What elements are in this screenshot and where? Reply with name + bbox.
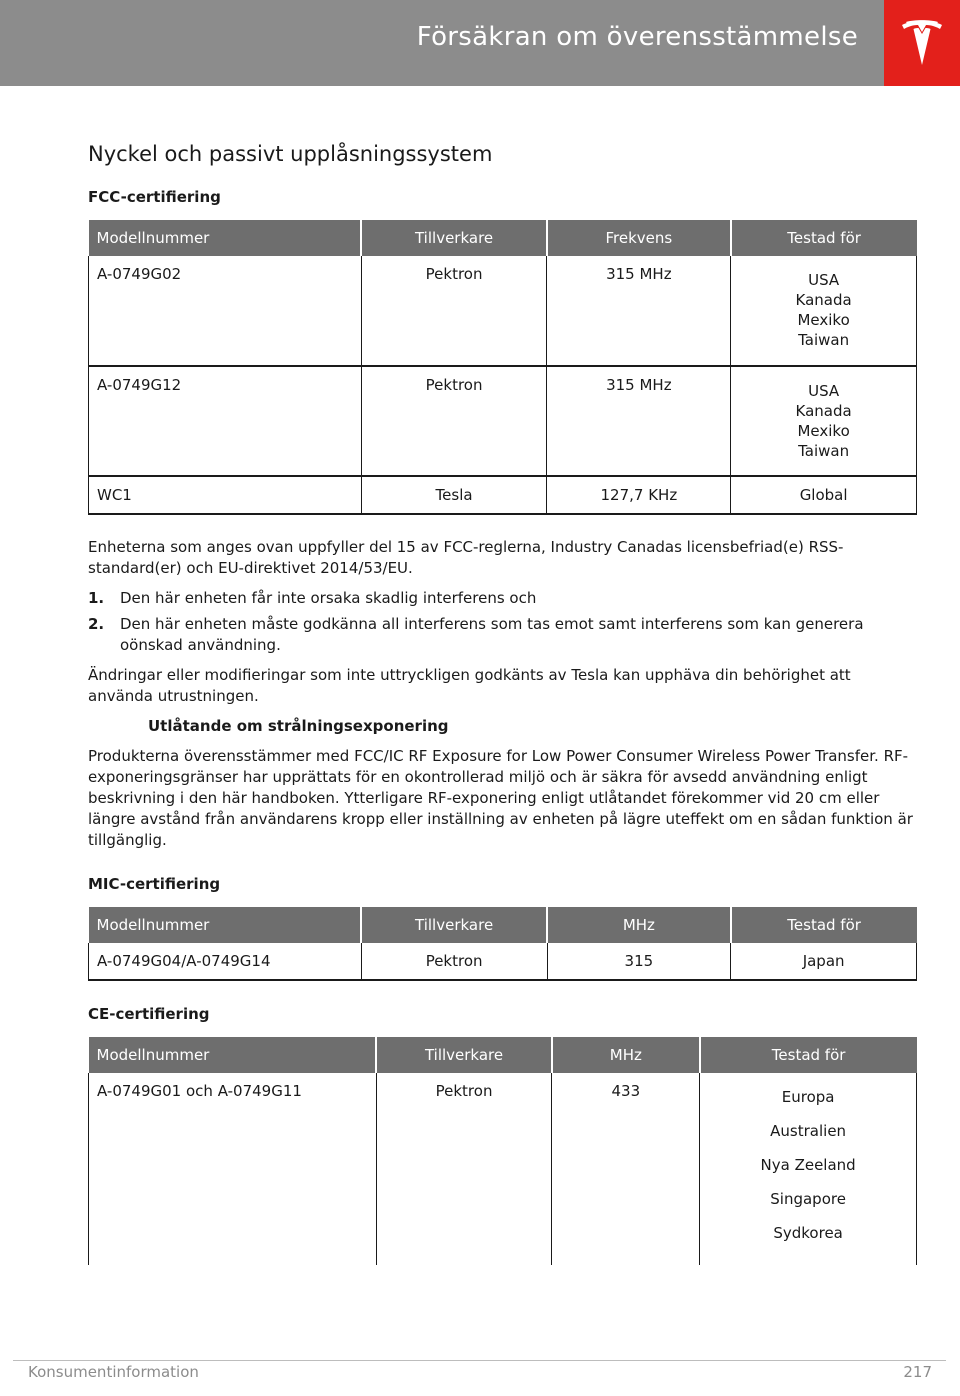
country: Kanada	[795, 291, 852, 309]
table-row	[89, 943, 917, 980]
country: Taiwan	[798, 442, 850, 460]
mic-header-tested: Testad för	[731, 907, 917, 943]
cell-maker: Pektron	[361, 943, 547, 980]
cell-freq: 315 MHz	[547, 256, 731, 366]
cell-tested	[731, 256, 917, 366]
cell-tested	[731, 366, 917, 476]
header-band	[0, 0, 960, 86]
cell-freq: 315 MHz	[547, 366, 731, 476]
page-header-title: Försäkran om överensstämmelse	[416, 22, 858, 52]
table-row	[89, 1073, 917, 1265]
condition-list	[88, 588, 917, 656]
country: USA	[808, 382, 840, 400]
ce-header-tested: Testad för	[700, 1037, 917, 1073]
cell-model: A-0749G01 och A-0749G11	[89, 1073, 377, 1265]
mic-header-row	[89, 907, 917, 943]
list-number: 1.	[88, 589, 105, 607]
compliance-paragraph: Enheterna som anges ovan uppfyller del 15 av FCC-reglerna, Industry Canadas licensbefriad(e) RSS-standard(er) och EU-direktivet 2014/53/EU.	[88, 538, 844, 577]
cell-model: A-0749G12	[89, 366, 362, 476]
ce-heading: CE-certifiering	[88, 1005, 210, 1023]
country: Mexiko	[797, 422, 850, 440]
page-content	[88, 142, 917, 1265]
cell-maker: Tesla	[361, 476, 547, 514]
mic-header-maker: Tillverkare	[361, 907, 547, 943]
cell-freq: 433	[552, 1073, 700, 1265]
ce-header-maker: Tillverkare	[376, 1037, 552, 1073]
cell-freq: 127,7 KHz	[547, 476, 731, 514]
rf-exposure-heading: Utlåtande om strålningsexponering	[148, 717, 449, 735]
table-row	[89, 476, 917, 514]
list-number: 2.	[88, 615, 105, 633]
country: Kanada	[795, 402, 852, 420]
page-number: 217	[903, 1363, 932, 1381]
fcc-header-row	[89, 220, 917, 256]
tesla-t-logo-icon	[900, 19, 944, 67]
fcc-header-model: Modellnummer	[89, 220, 362, 256]
footer-section-label: Konsumentinformation	[28, 1363, 199, 1381]
mic-table	[88, 907, 917, 981]
fcc-heading: FCC-certifiering	[88, 188, 221, 206]
fcc-header-freq: Frekvens	[547, 220, 731, 256]
country: Europa	[781, 1088, 835, 1106]
list-text: Den här enheten måste godkänna all interferens som tas emot samt interferens som kan generera oönskad användning.	[120, 615, 864, 654]
fcc-table	[88, 220, 917, 515]
country: USA	[808, 271, 840, 289]
country: Taiwan	[798, 331, 850, 349]
list-text: Den här enheten får inte orsaka skadlig interferens och	[120, 589, 537, 607]
list-item	[88, 588, 917, 609]
mic-header-freq: MHz	[547, 907, 731, 943]
country: Nya Zeeland	[760, 1156, 856, 1174]
cell-tested: Global	[731, 476, 917, 514]
cell-model: WC1	[89, 476, 362, 514]
cell-model: A-0749G02	[89, 256, 362, 366]
rf-exposure-paragraph: Produkterna överensstämmer med FCC/IC RF Exposure for Low Power Consumer Wireless Power Transfer. RF-exponeringsgränser har upprättats för en okontrollerad miljö och är säkra för avsedd användning enligt beskrivning i den här handboken. Ytterligare RF-exponering enligt utlåtandet förekommer vid 20 cm eller längre avstånd från användarens kropp eller inställning av enheten på lägre uteffekt om en sådan funktion är tillgänglig.	[88, 747, 913, 849]
mic-heading: MIC-certifiering	[88, 875, 221, 893]
cell-maker: Pektron	[361, 366, 547, 476]
cell-tested	[700, 1073, 917, 1265]
cell-tested: Japan	[731, 943, 917, 980]
cell-freq: 315	[547, 943, 731, 980]
country: Australien	[770, 1122, 847, 1140]
cell-maker: Pektron	[376, 1073, 552, 1265]
list-item	[88, 614, 917, 656]
fcc-header-tested: Testad för	[731, 220, 917, 256]
changes-paragraph: Ändringar eller modifieringar som inte uttryckligen godkänts av Tesla kan upphäva din behörighet att använda utrustningen.	[88, 666, 851, 705]
ce-header-row	[89, 1037, 917, 1073]
cell-maker: Pektron	[361, 256, 547, 366]
section-title: Nyckel och passivt upplåsningssystem	[88, 142, 493, 166]
table-row	[89, 366, 917, 476]
ce-header-model: Modellnummer	[89, 1037, 377, 1073]
cell-model: A-0749G04/A-0749G14	[89, 943, 362, 980]
fcc-header-maker: Tillverkare	[361, 220, 547, 256]
ce-table	[88, 1037, 917, 1265]
country: Mexiko	[797, 311, 850, 329]
country: Singapore	[770, 1190, 846, 1208]
footer-divider	[13, 1360, 946, 1361]
mic-header-model: Modellnummer	[89, 907, 362, 943]
country: Sydkorea	[773, 1224, 843, 1242]
tesla-logo-box	[884, 0, 960, 86]
ce-header-freq: MHz	[552, 1037, 700, 1073]
table-row	[89, 256, 917, 366]
